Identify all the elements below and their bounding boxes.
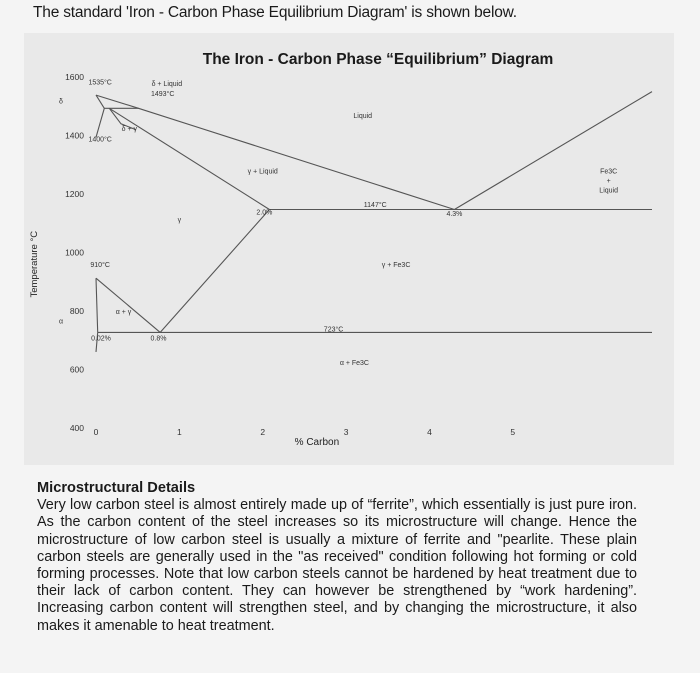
y-tick-label: 600	[69, 364, 84, 375]
annotation-label: γ + Liquid	[247, 168, 278, 176]
series-line-austenite-solidus	[109, 108, 269, 209]
y-tick-label: 1600	[65, 72, 84, 82]
y-tick-label: 1200	[65, 189, 84, 199]
annotation-label: Liquid	[599, 187, 618, 195]
x-axis-label: % Carbon	[294, 437, 340, 448]
phase-diagram-chart	[24, 33, 674, 465]
x-tick-label: 0	[93, 427, 99, 437]
intro-text: The standard 'Iron - Carbon Phase Equilibrium Diagram' is shown below.	[33, 4, 517, 21]
annotation-label: 0.8%	[150, 335, 167, 343]
annotation-label: 4.3%	[446, 210, 463, 218]
annotation-label: α	[58, 318, 64, 326]
microstructural-details	[37, 480, 637, 635]
series-line-A3	[96, 278, 160, 332]
annotation-label: δ + γ	[121, 126, 138, 134]
series-line-delta-gamma-lower	[96, 108, 104, 137]
y-tick-label: 400	[69, 423, 84, 433]
annotation-label: 1493°C	[150, 91, 175, 99]
series-line-liquidus-right	[454, 92, 652, 210]
annotation-label: 1535°C	[88, 79, 112, 87]
annotation-label: δ + Liquid	[151, 80, 183, 88]
y-axis-label: Temperature °C	[29, 230, 40, 298]
phase-diagram-panel	[24, 33, 674, 465]
x-tick-label: 1	[176, 427, 182, 437]
annotation-label: 0.02%	[91, 335, 111, 343]
x-tick-label: 3	[343, 427, 349, 437]
annotation-label: 2.0%	[256, 209, 273, 217]
annotation-label: 723°C	[323, 326, 344, 334]
details-body: Very low carbon steel is almost entirely made up of “ferrite”, which essentially is just pure iron. As the carbon content of the steel increases so its microstructure will change. Hence the microstructure of low carbon steel is usually a mixture of ferrite and "pearlite. These plain carbon steels are generally used in the "as received" condition following hot forming or cold forming processes. Note that low carbon steels cannot be hardened by heat treatment due to their lack of carbon content. They can however be strengthened by “work hardening”. Increasing carbon content will strengthen steel, and by changing the microstructure, it also makes it amenable to heat treatment.	[37, 497, 637, 634]
annotation-label: α + Fe3C	[339, 360, 369, 368]
annotation-label: 1400°C	[88, 136, 112, 144]
series-line-liquidus-left	[96, 95, 454, 209]
annotation-label: Fe3C	[600, 168, 618, 176]
y-tick-label: 800	[69, 306, 84, 316]
chart-title: The Iron - Carbon Phase “Equilibrium” Diagram	[202, 51, 554, 68]
details-heading: Microstructural Details	[37, 480, 196, 496]
annotation-label: δ	[59, 98, 63, 106]
annotation-label: 1147°C	[363, 202, 387, 210]
annotation-label: γ + Fe3C	[381, 262, 411, 270]
annotation-label: 910°C	[90, 262, 110, 270]
annotation-label: Liquid	[353, 112, 373, 120]
series-line-alpha-solvus	[96, 278, 98, 332]
y-tick-label: 1400	[65, 130, 84, 141]
annotation-label: α + γ	[115, 308, 132, 316]
annotation-label: γ	[177, 216, 182, 224]
y-tick-label: 1000	[65, 247, 84, 258]
x-tick-label: 2	[260, 427, 266, 437]
annotation-label: +	[606, 177, 611, 185]
x-tick-label: 5	[510, 427, 516, 437]
x-tick-label: 4	[427, 427, 432, 437]
series-line-Acm	[160, 210, 269, 333]
